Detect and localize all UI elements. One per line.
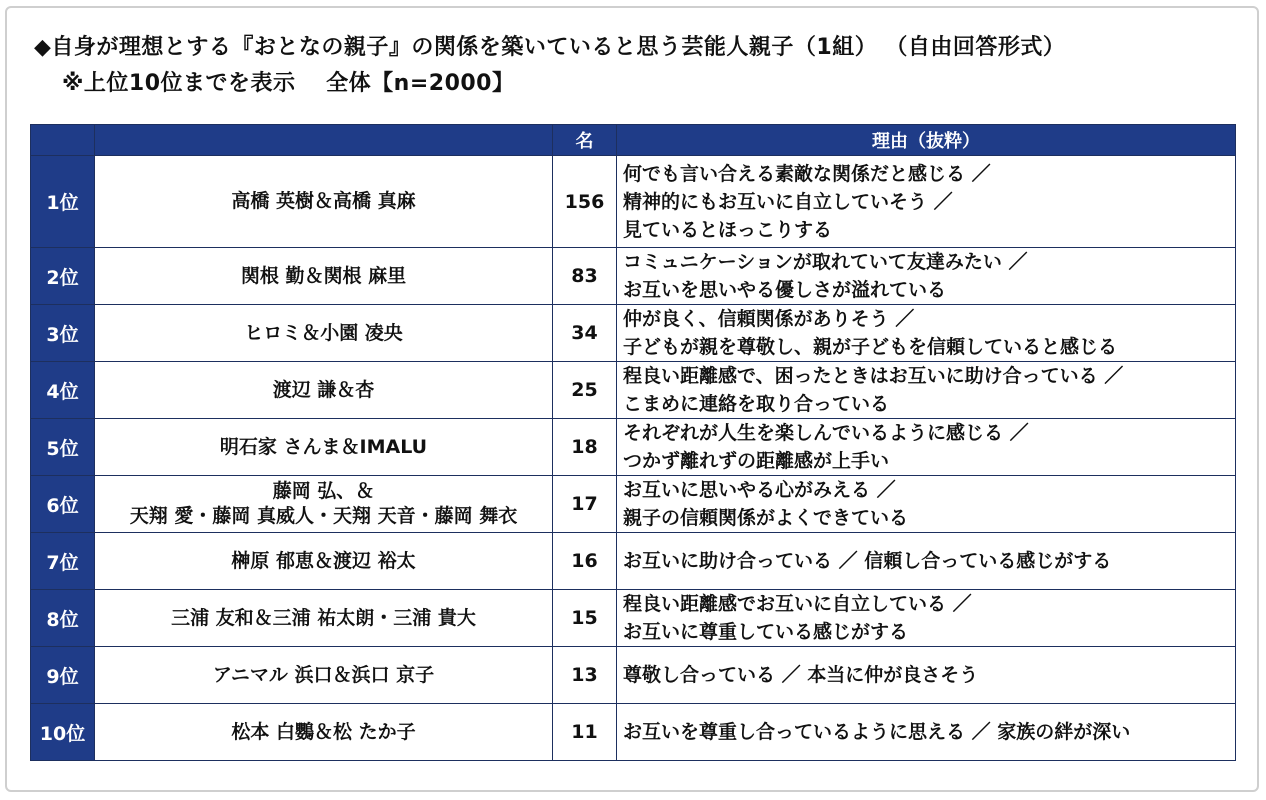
table-body	[31, 156, 1236, 761]
reason-cell	[617, 248, 1236, 305]
celebrity-pair-cell	[95, 248, 553, 305]
table-row	[31, 647, 1236, 704]
celebrity-pair-name: ヒロミ＆小園 凌央	[244, 321, 403, 344]
count-cell: 17	[553, 476, 617, 533]
rank-cell: 9位	[31, 647, 95, 704]
celebrity-pair-cell	[95, 156, 553, 248]
count-cell: 11	[553, 704, 617, 761]
reason-text: 親子の信頼関係がよくできている	[623, 507, 909, 529]
rank-cell: 10位	[31, 704, 95, 761]
table-row	[31, 704, 1236, 761]
table-row	[31, 476, 1236, 533]
celebrity-pair-name: 関根 勤＆関根 麻里	[240, 264, 407, 287]
reason-text: 子どもが親を尊敬し、親が子どもを信頼していると感じる	[623, 336, 1118, 358]
celebrity-pair-name: 渡辺 謙＆杏	[272, 378, 375, 401]
reason-text: お互いを尊重し合っているように思える ／ 家族の絆が深い	[623, 721, 1131, 743]
rank-cell: 4位	[31, 362, 95, 419]
table-row	[31, 533, 1236, 590]
reason-cell	[617, 533, 1236, 590]
count-cell: 15	[553, 590, 617, 647]
count-cell: 13	[553, 647, 617, 704]
reason-cell	[617, 590, 1236, 647]
reason-text: つかず離れずの距離感が上手い	[623, 450, 890, 472]
celebrity-pair-cell	[95, 419, 553, 476]
celebrity-pair-cell	[95, 647, 553, 704]
celebrity-pair-name: 松本 白鸚＆松 たか子	[231, 720, 416, 743]
reason-text: 精神的にもお互いに自立していそう ／	[623, 190, 953, 213]
reason-text: それぞれが人生を楽しんでいるように感じる ／	[623, 422, 1029, 444]
celebrity-pair-name: 高橋 英樹＆高橋 真麻	[231, 190, 416, 212]
page-subtitle: ※上位10位までを表示 全体【n=2000】	[62, 71, 515, 96]
rank-cell: 8位	[31, 590, 95, 647]
reason-cell	[617, 647, 1236, 704]
reason-text: 見ているとほっこりする	[623, 218, 833, 241]
celebrity-pair-name: アニマル 浜口＆浜口 京子	[212, 663, 435, 686]
reason-text: こまめに連絡を取り合っている	[623, 393, 890, 415]
rank-cell: 6位	[31, 476, 95, 533]
header-count: 名	[553, 125, 617, 156]
reason-text: 尊敬し合っている ／ 本当に仲が良さそう	[623, 664, 979, 686]
celebrity-pair-cell	[95, 704, 553, 761]
celebrity-pair-cell	[95, 590, 553, 647]
reason-cell	[617, 362, 1236, 419]
count-cell: 83	[553, 248, 617, 305]
celebrity-pair-cell	[95, 533, 553, 590]
ranking-table	[30, 124, 1236, 761]
celebrity-pair-name: 藤岡 弘、＆	[272, 480, 375, 502]
reason-text: 程良い距離感でお互いに自立している ／	[623, 593, 972, 615]
reason-cell	[617, 305, 1236, 362]
rank-cell: 5位	[31, 419, 95, 476]
page-title: ◆自身が理想とする『おとなの親子』の関係を築いていると思う芸能人親子（1組） （自由回答形式）	[34, 35, 1066, 60]
celebrity-pair-name: 天翔 愛・藤岡 真威人・天翔 天音・藤岡 舞衣	[129, 505, 518, 527]
celebrity-pair-cell	[95, 305, 553, 362]
reason-text: お互いを思いやる優しさが溢れている	[623, 279, 947, 301]
reason-cell	[617, 419, 1236, 476]
reason-text: お互いに思いやる心がみえる ／	[623, 479, 896, 501]
reason-cell	[617, 476, 1236, 533]
reason-cell	[617, 156, 1236, 248]
reason-text: お互いに助け合っている ／ 信頼し合っている感じがする	[623, 550, 1112, 572]
count-cell: 18	[553, 419, 617, 476]
table-row	[31, 590, 1236, 647]
header-reason: 理由（抜粋）	[617, 125, 1236, 156]
count-cell: 25	[553, 362, 617, 419]
reason-text: お互いに尊重している感じがする	[623, 621, 909, 643]
count-cell: 156	[553, 156, 617, 248]
table-row	[31, 305, 1236, 362]
count-cell: 16	[553, 533, 617, 590]
rank-cell: 3位	[31, 305, 95, 362]
celebrity-pair-cell	[95, 362, 553, 419]
table-row	[31, 419, 1236, 476]
rank-cell: 2位	[31, 248, 95, 305]
reason-cell	[617, 704, 1236, 761]
reason-text: コミュニケーションが取れていて友達みたい ／	[623, 251, 1028, 273]
table-row	[31, 362, 1236, 419]
header-name	[95, 125, 553, 156]
reason-text: 仲が良く、信頼関係がありそう ／	[623, 308, 915, 330]
count-cell: 34	[553, 305, 617, 362]
reason-text: 程良い距離感で、困ったときはお互いに助け合っている ／	[623, 365, 1124, 387]
celebrity-pair-cell	[95, 476, 553, 533]
celebrity-pair-name: 三浦 友和＆三浦 祐太朗・三浦 貴大	[171, 606, 476, 629]
table-header-row	[31, 125, 1236, 156]
table-row	[31, 248, 1236, 305]
table-row	[31, 156, 1236, 248]
celebrity-pair-name: 榊原 郁恵＆渡辺 裕太	[231, 549, 416, 572]
reason-text: 何でも言い合える素敵な関係だと感じる ／	[623, 162, 991, 185]
celebrity-pair-name: 明石家 さんま＆IMALU	[219, 435, 428, 458]
rank-cell: 1位	[31, 156, 95, 248]
header-rank	[31, 125, 95, 156]
rank-cell: 7位	[31, 533, 95, 590]
